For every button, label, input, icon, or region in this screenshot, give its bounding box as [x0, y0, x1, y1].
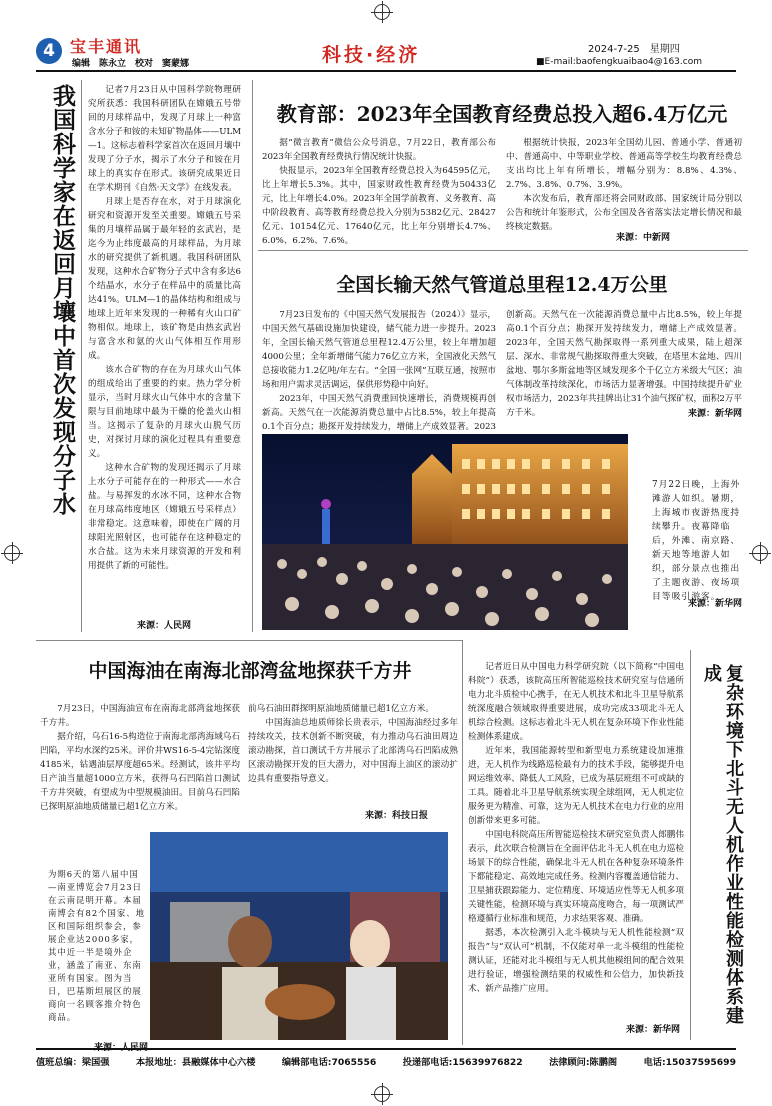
gas-story-source: 来源：新华网: [687, 409, 742, 419]
column-divider: [81, 80, 82, 632]
paragraph: 月球上是否存在水，对于月球演化研究和资源开发至关重要。嫦娥五号采集的月壤样品属于最年轻的玄武岩，是迄今为止纬度最高的月球样品，为月球水的研究提供了新机遇。我国科研团队发现，这种水合矿物分子式中含有多达6个结晶水，水分子在样品中的质量比高达41%。ULM—1的晶体结构和组成与地球上近年来发现的一种稀有火山口矿物相似。地球上，该矿物是由热玄武岩与富含水和氨的火山气体相互作用形成。: [88, 197, 241, 361]
shanghai-photo-source: 来源：新华网: [687, 599, 742, 609]
paragraph: 近年来，我国能源转型和新型电力系统建设加速推进，无人机作为线路巡检最有力的技术手段，能够提升电网运维效率、降低人工风险，已成为基层班组不可或缺的工具。随着北斗卫星导航系统实现全球组网，无人机定位服务更为精准、可靠，这为无人机技术在电力行业的应用创新带来更多可能。: [468, 746, 684, 826]
moon-story-source: 来源：人民网: [136, 621, 191, 631]
registration-mark-bottom: [374, 1086, 390, 1102]
beidou-story-source: 来源：新华网: [625, 1025, 680, 1035]
footer-phone: 电话:15037595699: [643, 1057, 736, 1068]
edu-story-body-left: [262, 136, 496, 248]
beidou-story-body: [468, 660, 684, 996]
section-rule: [258, 250, 748, 251]
paper-name: 宝丰通讯: [70, 37, 143, 56]
cnooc-story-body-left: [40, 702, 240, 814]
column-divider: [690, 650, 691, 1040]
registration-mark-right: [752, 545, 768, 561]
beidou-story-title: 复杂环境下北斗无人机作业性能检测体系建成: [701, 664, 744, 1025]
paragraph: 记者7月23日从中国科学院物理研究所获悉：我国科研团队在嫦娥五号带回的月球样品中，发现了月球上一种富含水分子和铵的未知矿物晶体——ULM—1。这标志着科学家首次在返回月壤中发现了分子水，揭示了水分子和铵在月球上的真实存在形式。该研究成果近日在学术期刊《自然·天文学》在线发表。: [88, 85, 241, 193]
shanghai-night-photo: [262, 434, 628, 630]
footer-delivery-phone: 投递部电话:15639976822: [402, 1057, 523, 1068]
moon-story-body: [88, 83, 241, 573]
gas-story-body-left: [262, 308, 496, 432]
shanghai-photo-caption: 7月22日晚，上海外滩游人如织。暑期，上海城市夜游热度持续攀升。夜幕降临后，外滩、南京路、新天地等地游人如织，部分景点也推出了主题夜游、夜场项目等吸引游客。: [652, 480, 741, 602]
expo-photo: [150, 832, 448, 1040]
paragraph: 创新高。天然气在一次能源消费总量中占比8.5%，较上年提高0.1个百分点；勘探开发持续发力，增储上产成效显著。2023年，全国天然气勘探取得一系列重大成果，陆上超深层、深水、非常规气勘探取得重大突破，在塔里木盆地、四川盆地、鄂尔多斯盆地等区域发现多个千亿立方米级大气区；油气体制改革持续深化，市场活力显著增强。中国持续提升矿业权市场活力，2023年共挂牌出让31个油气探矿权，面积2万平方千米。: [506, 310, 742, 418]
section-rule: [36, 640, 462, 641]
cnooc-story-title: 中国海油在南海北部湾盆地探获千方井: [88, 660, 412, 682]
footer-address: 本报地址：县融媒体中心六楼: [135, 1057, 256, 1068]
cnooc-story-source: 来源：科技日报: [364, 811, 428, 821]
expo-photo-source: [48, 1040, 148, 1053]
paragraph: 7月23日，中国海油宣布在南海北部湾盆地探获千方井。: [40, 704, 240, 728]
footer-editorial-phone: 编辑部电话:7065556: [281, 1057, 377, 1068]
registration-mark-left: [4, 545, 20, 561]
page-number-badge: 4: [36, 38, 62, 64]
paragraph: 中国电科院高压所智能巡检技术研究室负责人郎鹏伟表示，此次联合检测旨在全面评估北斗无人机在电力巡检场景下的综合性能，确保北斗无人机在各种复杂环境条件下都能稳定、高效地完成任务。检测内容覆盖通信能力、卫星捕获跟踪能力、定位精度、环境适应性等无人机多项关键性能，检测环境与真实环境高度吻合，每一项测试严格遵循行业标准和规范，力求结果客观、准确。: [468, 830, 684, 924]
paragraph: 这种水合矿物的发现还揭示了月球上水分子可能存在的一种形式——水合盐。与易挥发的水冰不同，这种水合物在月球高纬度地区（嫦娥五号采样点）非常稳定。这意味着，即使在广阔的月球阳光照射区，也可能存在这种稳定的水合盐。这为未来月球资源的开发和利用提供了新的可能性。: [88, 463, 241, 571]
paragraph: 据悉，本次检测引入北斗模块与无人机性能检测“双报告”与“双认可”机制，不仅能对单一北斗模组的性能检测认证，还能对北斗模组与无人机其他模组间的配合效果进行验证，增强检测结果的权威性和公信力，加快新技术、新产品推广应用。: [468, 928, 684, 994]
paragraph: 该水合矿物的存在为月球火山气体的组成给出了重要的约束。热力学分析显示，当时月球火山气体中水的含量下限与目前地球中最为干燥的伦盖火山相当。这揭示了复杂的月球火山脱气历史，对探讨月球的演化过程具有重要意义。: [88, 365, 241, 459]
edu-story-body-right: [506, 136, 742, 234]
expo-photo-caption: 为期6天的第八届中国—南亚博览会7月23日在云南昆明开幕。本届南博会有82个国家、地区和国际组织参会，参展企业达2000多家，其中近一半是境外企业，涵盖了南亚、东南亚所有国家。图为当日，巴基斯坦展区的展商向一名顾客推介特色商品。: [48, 869, 146, 1022]
footer-bar: [36, 1054, 736, 1068]
column-divider: [462, 640, 463, 1045]
footer-editor-in-charge: 值班总编：梁国强: [36, 1057, 110, 1068]
contact-email: ■E-mail:baofengkuaibao4@163.com: [536, 57, 702, 67]
paragraph: 记者近日从中国电力科学研究院（以下简称“中国电科院”）获悉，该院高压所智能巡检技术研究室与信通所电力北斗质检中心携手，在无人机技术和北斗卫星导航系统深度融合领域取得重要进展，成功完成33项北斗无人机综合检测。这标志着北斗无人机在复杂环境下作业性能检测体系建成。: [468, 662, 684, 742]
paragraph: 前乌石油田群探明原油地质储量已超1亿立方米。: [248, 704, 434, 714]
moon-story-title: 我国科学家在返回月壤中首次发现分子水: [49, 84, 75, 516]
registration-mark-top: [374, 4, 390, 20]
gas-story-title: 全国长输天然气管道总里程12.4万公里: [336, 274, 668, 296]
footer-rule: [36, 1048, 736, 1050]
paragraph: 快报显示，2023年全国教育经费总投入为64595亿元，比上年增长5.3%。其中，国家财政性教育经费为50433亿元，比上年增长4.0%。2023年全国学前教育、义务教育、高中阶段教育、高等教育经费总投入分别为5382亿元、28427亿元、10154亿元、17640亿元，比上年分别增长4.7%、6.0%、6.2%、7.6%。: [262, 166, 496, 246]
edu-story-title: 教育部：2023年全国教育经费总投入超6.4万亿元: [276, 102, 728, 126]
paragraph: 据介绍，乌石16-5构造位于南海北部湾海域乌石凹陷，平均水深约25米。评价井WS16-5-4完钻深度4185米，钻遇油层厚度超65米。经测试，该井平均日产油当量超1000立方米，获得乌石凹陷首口测试千方井突破，有望成为中型规模油田。目前乌石凹陷已探明原油地质储量已超1亿立方米。: [40, 732, 240, 812]
gas-story-body-right: [506, 308, 742, 420]
paragraph: 本次发布后，教育部还将会同财政部、国家统计局分别以公告和统计年鉴形式，公布全国及各省落实法定增长情况和最终核定数据。: [506, 194, 742, 232]
editors-line: 编辑 陈永立 校对 窦蒙娜: [72, 59, 190, 69]
paragraph: 2023年，中国天然气消费重回快速增长，消费规模再创新高。天然气在一次能源消费总量中占比8.5%，较上年提高0.1个百分点；勘探开发持续发力，增储上产成效显著。2023: [262, 394, 496, 432]
paragraph: 中国海油总地质师徐长贵表示，中国海油经过多年持续攻关，技术创新不断突破，有力推动乌石油田周边滚动勘探，首口测试千方井展示了北部湾乌石凹陷成熟区滚动勘探开发的巨大潜力，对中国海上油区的滚动扩边具有重要指导意义。: [248, 718, 458, 784]
paragraph: 据“微言教育”微信公众号消息，7月22日，教育部公布2023年全国教育经费执行情况统计快报。: [262, 138, 496, 162]
column-divider: [252, 80, 253, 632]
cnooc-story-body-right: [248, 702, 458, 786]
header-rule: [36, 70, 736, 72]
edu-story-source: 来源：中新网: [615, 233, 670, 243]
footer-legal-advisor: 法律顾问:陈鹏阁: [549, 1057, 618, 1068]
paragraph: 7月23日发布的《中国天然气发展报告（2024）》显示，中国天然气基础设施加快建设，储气能力进一步提升。2023年，全国长输天然气管道总里程12.4万公里，较上年增加超4000公里；全年新增储气能力76亿立方米，全国液化天然气总接收能力1.2亿吨/年左右。“全国一张网”互联互通，按照市场和用户需求灵活调运，保供形势稳中向好。: [262, 310, 496, 390]
issue-date: 2024-7-25 星期四: [588, 44, 680, 55]
paragraph: 根据统计快报，2023年全国幼儿园、普通小学、普通初中、普通高中、中等职业学校、普通高等学校生均教育经费总支出均比上年有所增长，增幅分别为：8.8%、4.3%、2.7%、3.8%、0.7%、3.9%。: [506, 138, 742, 190]
section-title: 科技·经济: [322, 44, 421, 66]
